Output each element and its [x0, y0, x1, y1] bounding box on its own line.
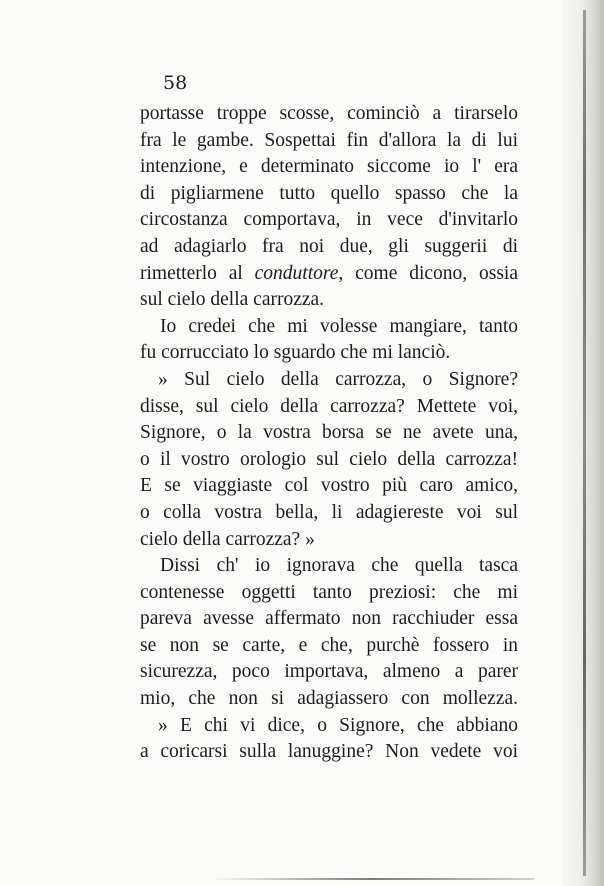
text-line: Io credei che mi volesse mangiare, tanto — [160, 315, 518, 337]
text-line: fu corrucciato lo sguardo che mi lanciò. — [140, 342, 451, 364]
text-line: sul cielo della carrozza. — [140, 289, 325, 311]
text-line: circostanza comportava, in vece d'invitarlo — [140, 209, 518, 231]
text-line: a coricarsi sulla lanuggine? Non vedete voi — [140, 741, 518, 763]
body-text — [140, 101, 518, 766]
text-line: intenzione, e determinato siccome io l' era — [140, 156, 518, 178]
text-line: contenesse oggetti tanto preziosi: che mi — [140, 581, 518, 603]
text-line: Dissi ch' io ignorava che quella tasca — [160, 555, 518, 577]
text-line: di pigliarmene tutto quello spasso che la — [140, 182, 518, 204]
text-line: portasse troppe scosse, cominciò a tirarselo — [140, 103, 518, 124]
text-line: fra le gambe. Sospettai fin d'allora la di lui — [140, 129, 518, 151]
text-line: o il vostro orologio sul cielo della carrozza! — [140, 448, 518, 470]
text-line: disse, sul cielo della carrozza? Mettete voi, — [140, 395, 518, 417]
text-line: sicurezza, poco importava, almeno a parer — [140, 661, 518, 683]
text-line: ad adagiarlo fra noi due, gli suggerii di — [140, 235, 518, 257]
text-line: pareva avesse affermato non racchiuder essa — [140, 608, 518, 630]
page-number: 58 — [163, 72, 188, 94]
binding-edge-line — [583, 10, 586, 876]
text-line: E se viaggiaste col vostro più caro amico, — [140, 475, 518, 497]
text-line: Signore, o la vostra borsa se ne avete una, — [140, 422, 518, 444]
text-line: o colla vostra bella, li adagiereste voi sul — [140, 501, 518, 523]
text-line: » Sul cielo della carrozza, o Signore? — [158, 368, 518, 390]
text-line: se non se carte, e che, purchè fossero in — [140, 634, 518, 656]
text-line: cielo della carrozza? » — [140, 528, 315, 550]
italic-word: conduttore — [254, 262, 339, 284]
text-line: » E chi vi dice, o Signore, che abbiano — [158, 714, 518, 736]
text-segment: rimetterlo al — [140, 262, 255, 284]
bottom-edge-mark — [210, 878, 534, 880]
text-line-with-italic — [140, 261, 518, 288]
text-segment: , come dicono, ossia — [338, 262, 518, 284]
text-line: mio, che non si adagiassero con mollezza. — [140, 688, 518, 710]
